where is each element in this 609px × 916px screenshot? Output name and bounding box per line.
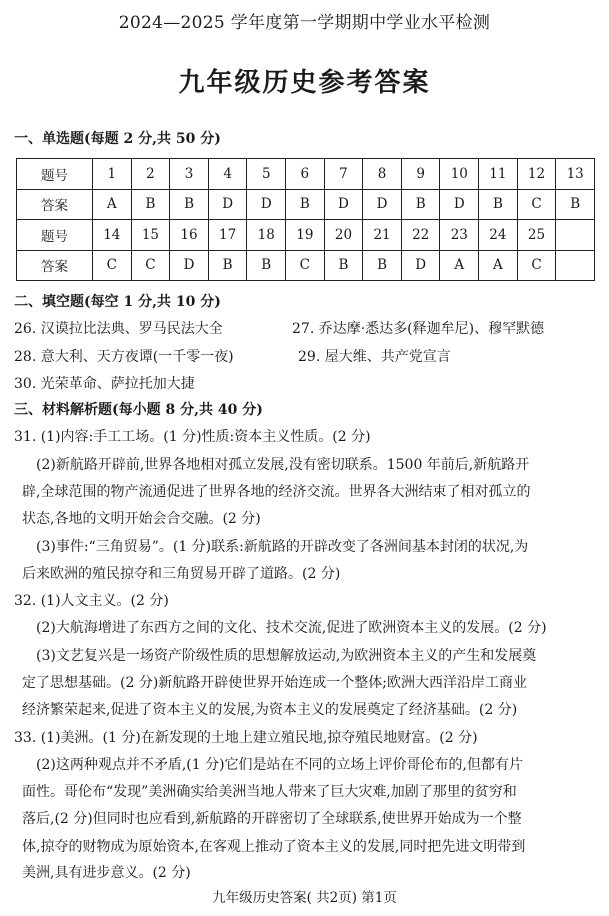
table-cell: 6 [286,159,325,190]
answer-27: 27. 乔达摩·悉达多(释迦牟尼)、穆罕默德 [292,321,545,337]
answer-line: 经济繁荣起来,促进了资本主义的发展,为资本主义的发展奠定了经济基础。(2 分) [22,702,518,718]
answer-line: 状态,各地的文明开始会合交融。(2 分) [22,511,261,527]
answer-line: 体,掠夺的财物成为原始资本,在客观上推动了资本主义的发展,同时把先进文明带到 [22,839,526,855]
answer-line: 定了思想基础。(2 分)新航路开辟使世界开始连成一个整体;欧洲大西洋沿岸工商业 [22,675,527,691]
table-cell: B [208,250,247,281]
table-cell: 18 [247,220,286,251]
table-cell: A [93,189,132,220]
answer-line: 面性。哥伦布“发现”美洲确实给美洲当地人带来了巨大灾难,加剧了那里的贫穷和 [22,784,517,800]
table-cell: 1 [93,159,132,190]
table-cell: 22 [401,220,440,251]
table-cell: 4 [208,159,247,190]
answer-line: 辟,全球范围的物产流通促进了世界各地的经济交流。世界各大洲结束了相对孤立的 [22,484,531,500]
table-cell: 9 [401,159,440,190]
table-cell: A [479,250,518,281]
answer-line: (2)大航海增进了东西方之间的文化、技术交流,促进了欧洲资本主义的发展。(2 分) [36,620,547,636]
exam-header: 2024—2025 学年度第一学期期中学业水平检测 [118,13,491,33]
table-cell [556,250,595,281]
table-cell: D [401,250,440,281]
answer-line: (3)文艺复兴是一场资产阶级性质的思想解放运动,为欧洲资本主义的产生和发展奠 [36,648,537,664]
table-cell: 5 [247,159,286,190]
table-row-label: 题号 [17,220,93,251]
section-heading-material-analysis: 三、材料解析题(每小题 8 分,共 40 分) [14,402,263,418]
answer-line: 33. (1)美洲。(1 分)在新发现的土地上建立殖民地,掠夺殖民地财富。(2 分) [14,730,478,746]
table-cell: 15 [131,220,170,251]
table-row-label: 题号 [17,159,93,190]
table-cell: 10 [440,159,479,190]
table-cell: C [93,250,132,281]
answer-29: 29. 屋大维、共产党宣言 [298,349,451,365]
table-cell: 16 [170,220,209,251]
table-cell: B [363,250,402,281]
answer-line: 美洲,具有进步意义。(2 分) [22,865,191,881]
table-cell: D [324,189,363,220]
table-cell: 7 [324,159,363,190]
table-row-label: 答案 [17,189,93,220]
table-row [17,220,595,251]
answer-line: (2)新航路开辟前,世界各地相对孤立发展,没有密切联系。1500 年前后,新航路开 [36,457,530,473]
answer-line: 落后,(2 分)但同时也应看到,新航路的开辟密切了全球联系,使世界开始成为一个整 [22,811,522,827]
table-cell: C [131,250,170,281]
table-cell: 13 [556,159,595,190]
table-cell: 19 [286,220,325,251]
table-row-label: 答案 [17,250,93,281]
page-title: 九年级历史参考答案 [178,68,431,98]
section-heading-multiple-choice: 一、单选题(每题 2 分,共 50 分) [14,131,221,147]
table-cell: D [170,250,209,281]
table-cell: B [247,250,286,281]
section-heading-fill-in: 二、填空题(每空 1 分,共 10 分) [14,294,221,310]
answer-line: 31. (1)内容:手工工场。(1 分)性质:资本主义性质。(2 分) [14,429,371,445]
table-cell: A [440,250,479,281]
answer-line: 32. (1)人文主义。(2 分) [14,593,169,609]
answer-line: 后来欧洲的殖民掠夺和三角贸易开辟了道路。(2 分) [22,566,341,582]
table-cell: 25 [517,220,556,251]
answer-line: (3)事件:“三角贸易”。(1 分)联系:新航路的开辟改变了各洲间基本封闭的状况,为 [36,539,529,555]
table-cell: D [208,189,247,220]
table-cell: D [440,189,479,220]
table-cell: B [479,189,518,220]
table-cell: B [170,189,209,220]
table-cell: 21 [363,220,402,251]
table-cell: B [131,189,170,220]
table-cell: B [286,189,325,220]
answer-30: 30. 光荣革命、萨拉托加大捷 [14,376,195,392]
answer-table [16,158,595,281]
page-footer: 九年级历史答案( 共2页) 第1页 [212,890,397,906]
table-cell: D [363,189,402,220]
table-cell: 8 [363,159,402,190]
table-cell: B [556,189,595,220]
answer-line: (2)这两种观点并不矛盾,(1 分)它们是站在不同的立场上评价哥伦布的,但都有片 [36,757,524,773]
table-cell: 14 [93,220,132,251]
table-cell [556,220,595,251]
table-cell: C [517,250,556,281]
table-cell: 20 [324,220,363,251]
table-row [17,250,595,281]
table-cell: 23 [440,220,479,251]
table-cell: 11 [479,159,518,190]
table-cell: 12 [517,159,556,190]
table-cell: B [401,189,440,220]
table-cell: C [286,250,325,281]
table-cell: 2 [131,159,170,190]
table-cell: 17 [208,220,247,251]
answer-28: 28. 意大利、天方夜谭(一千零一夜) [14,349,234,365]
answer-26: 26. 汉谟拉比法典、罗马民法大全 [14,321,223,337]
table-cell: B [324,250,363,281]
table-row [17,159,595,190]
table-row [17,189,595,220]
table-cell: 3 [170,159,209,190]
table-cell: 24 [479,220,518,251]
table-cell: C [517,189,556,220]
table-cell: D [247,189,286,220]
